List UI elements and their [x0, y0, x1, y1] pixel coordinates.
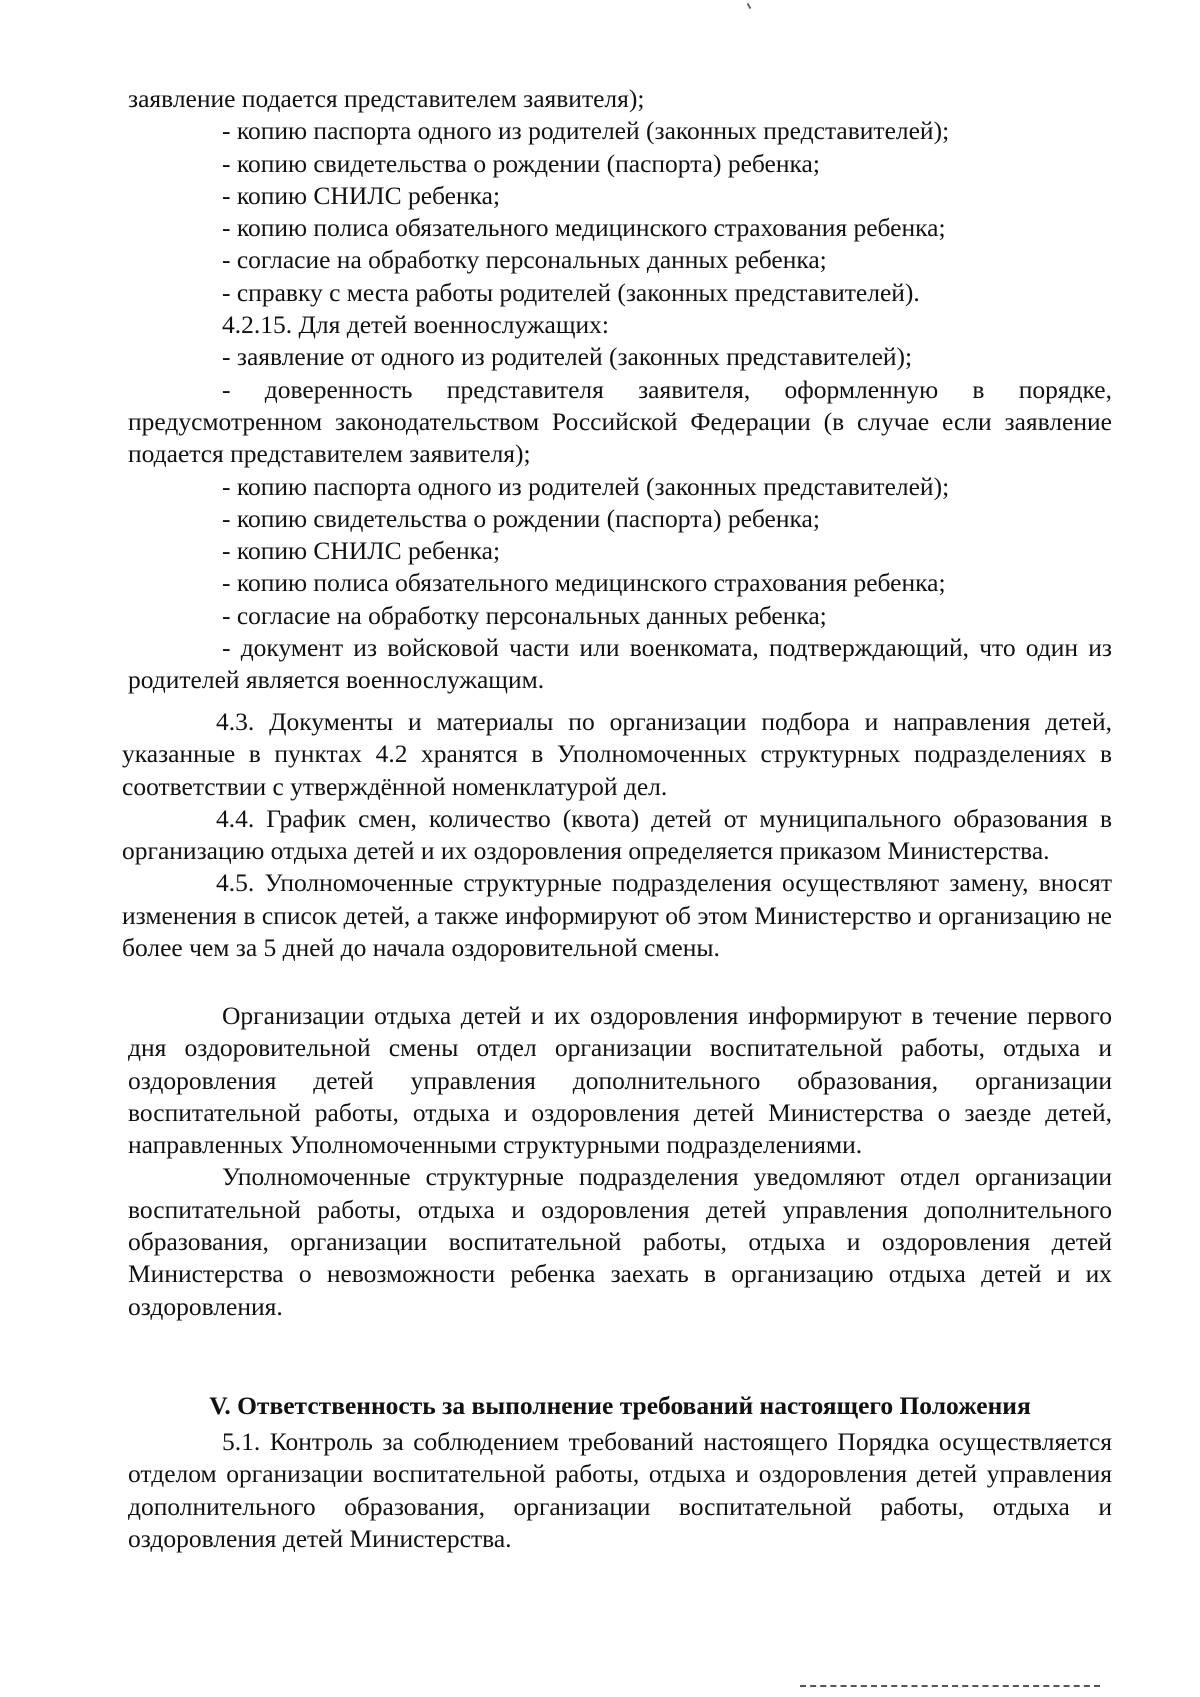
paragraph: заявление подается представителем заявителя);: [128, 84, 645, 113]
clause-5-1: 5.1. Контроль за соблюдением требований настоящего Порядка осуществляется отделом организации воспитательной работы, отдыха и оздоровления детей управления дополнительного образования, организации воспитательной работы, отдыха и оздоровления детей Министерства.: [128, 1427, 1112, 1553]
paragraph: Уполномоченные структурные подразделения уведомляют отдел организации воспитательной работы, отдыха и оздоровления детей управления дополнительного образования, организации воспитательной работы, отдыха и оздоровления детей Министерства о невозможности ребенка заехать в организацию отдыха детей и их оздоровления.: [128, 1162, 1112, 1321]
list-item: - копию СНИЛС ребенка;: [222, 180, 501, 210]
list-item: - документ из войсковой части или военкомата, подтверждающий, что один из родителей является военнослужащим.: [128, 633, 1112, 695]
section-heading: V. Ответственность за выполнение требований настоящего Положения: [209, 1391, 1031, 1420]
list-item: - согласие на обработку персональных данных ребенка;: [222, 600, 827, 630]
list-item: - копию паспорта одного из родителей (законных представителей);: [222, 116, 950, 146]
notification-block: [128, 1000, 1112, 1323]
clause-4-5: 4.5. Уполномоченные структурные подразделения осуществляют замену, вносят изменения в список детей, а также информируют об этом Министерство и организацию не более чем за 5 дней до начала оздоровительной смены.: [122, 868, 1112, 963]
clause-4-4: 4.4. График смен, количество (квота) детей от муниципального образования в организацию отдыха детей и их оздоровления определяется приказом Министерства.: [122, 803, 1112, 866]
list-item: - копию полиса обязательного медицинского страхования ребенка;: [222, 568, 946, 598]
section-5-body: [128, 1426, 1112, 1555]
clause-heading: 4.2.15. Для детей военнослужащих:: [222, 310, 609, 340]
list-item: - копию СНИЛС ребенка;: [222, 536, 501, 566]
documents-list-block: [128, 83, 1112, 697]
list-item: - копию свидетельства о рождении (паспорта) ребенка;: [222, 148, 820, 178]
list-item: - копию полиса обязательного медицинского страхования ребенка;: [222, 213, 946, 243]
list-item: - заявление от одного из родителей (законных представителей);: [222, 342, 913, 372]
list-item: - доверенность представителя заявителя, оформленную в порядке, предусмотренном законодательством Российской Федерации (в случае если заявление подается представителем заявителя);: [128, 374, 1112, 469]
list-item: - копию свидетельства о рождении (паспорта) ребенка;: [222, 503, 820, 533]
paragraph: Организации отдыха детей и их оздоровления информируют в течение первого дня оздоровительной смены отдел организации воспитательной работы, отдыха и оздоровления детей управления дополнительного образования, организации воспитательной работы, отдыха и оздоровления детей Министерства о заезде детей, направленных Уполномоченными структурными подразделениями.: [128, 1001, 1112, 1160]
list-item: - копию паспорта одного из родителей (законных представителей);: [222, 471, 950, 501]
clause-4-3: 4.3. Документы и материалы по организации подбора и направления детей, указанные в пунктах 4.2 хранятся в Уполномоченных структурных подразделениях в соответствии с утверждённой номенклатурой дел.: [122, 707, 1112, 801]
list-item: - справку с места работы родителей (законных представителей).: [222, 277, 920, 307]
list-item: - согласие на обработку персональных данных ребенка;: [222, 245, 827, 275]
clauses-4-3-to-4-5: [122, 706, 1112, 964]
page-bottom-rule: [800, 1685, 1100, 1687]
scan-mark: [747, 3, 752, 9]
